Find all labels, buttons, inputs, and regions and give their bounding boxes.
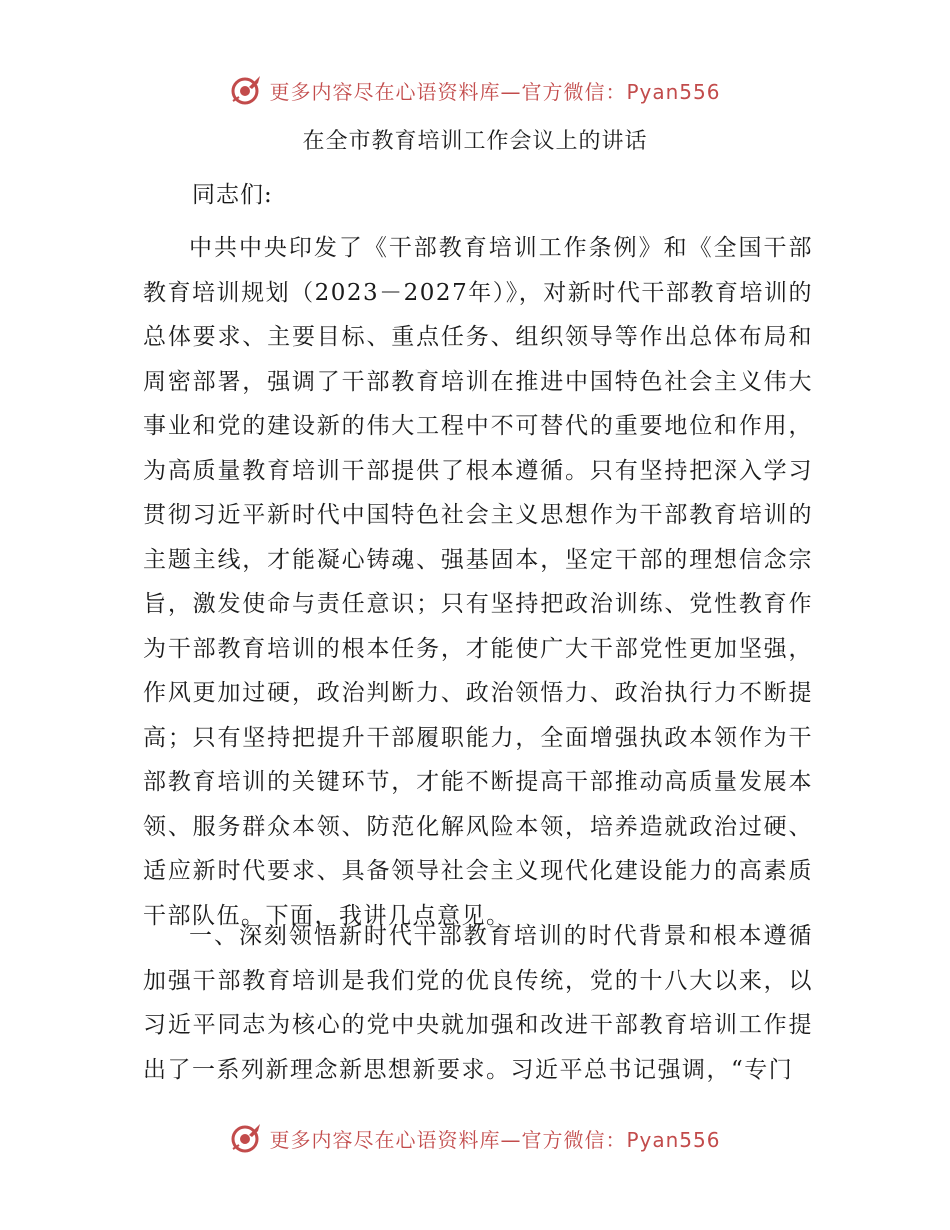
body-paragraph: 中共中央印发了《干部教育培训工作条例》和《全国干部教育培训规划（2023－2027年）》，对新时代干部教育培训的总体要求、主要目标、重点任务、组织领导等作出总体布局和周密部署，强调了干部教育培训在推进中国特色社会主义伟大事业和党的建设新的伟大工程中不可替代的重要地位和作用，为高质量教育培训干部提供了根本遵循。只有坚持把深入学习贯彻习近平新时代中国特色社会主义思想作为干部教育培训的主题主线，才能凝心铸魂、强基固本，坚定干部的理想信念宗旨，激发使命与责任意识；只有坚持把政治训练、党性教育作为干部教育培训的根本任务，才能使广大干部党性更加坚强，作风更加过硬，政治判断力、政治领悟力、政治执行力不断提高；只有坚持把提升干部履职能力，全面增强执政本领作为干部教育培训的关键环节，才能不断提高干部推动高质量发展本领、服务群众本领、防范化解风险本领，培养造就政治过硬、适应新时代要求、具备领导社会主义现代化建设能力的高素质干部队伍。下面，我讲几点意见。: [143, 235, 813, 929]
header-watermark: [0, 70, 950, 110]
document-title: 在全市教育培训工作会议上的讲话: [302, 129, 648, 154]
quill-logo-icon: [229, 1121, 263, 1155]
body-paragraph: 一、深刻领悟新时代干部教育培训的时代背景和根本遵循加强干部教育培训是我们党的优良传统，党的十八大以来，以习近平同志为核心的党中央就加强和改进干部教育培训工作提出了一系列新理念新思想新要求。习近平总书记强调，“专门: [143, 923, 813, 1083]
watermark-text: 更多内容尽在心语资料库—官方微信：Pyan556: [269, 79, 721, 104]
watermark-text: 更多内容尽在心语资料库—官方微信：Pyan556: [269, 1127, 721, 1152]
footer-watermark: [0, 1118, 950, 1158]
salutation: 同志们:: [192, 182, 273, 208]
quill-logo-icon: [229, 73, 263, 107]
